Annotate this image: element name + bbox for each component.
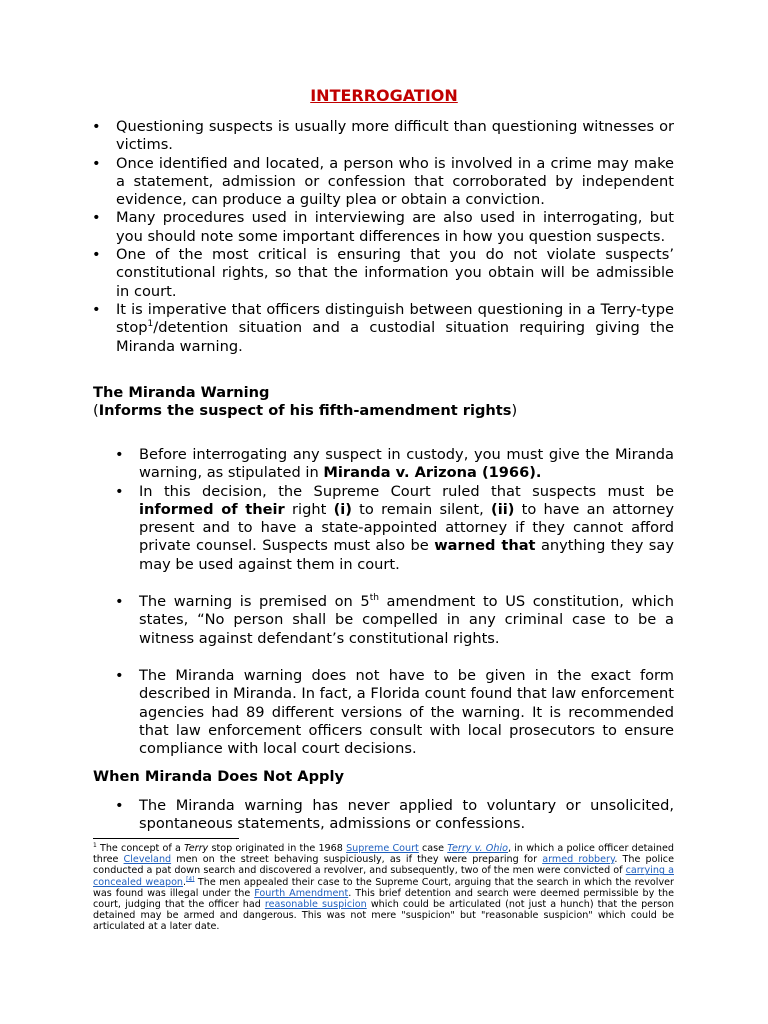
list-item: • The warning is premised on 5th amendment to US constitution, which states, “No person shall be compelled in any criminal case to be a witness against defendant’s constitutional rights.: [115, 593, 674, 647]
not-apply-heading: When Miranda Does Not Apply: [93, 768, 344, 785]
bullet-icon: •: [115, 667, 124, 684]
link-reference-4[interactable]: [4]: [186, 875, 195, 883]
footnote-separator: [93, 838, 239, 839]
bullet-icon: •: [115, 482, 124, 500]
list-item: • Many procedures used in interviewing are also used in interrogating, but you should note some important differences in how you question suspects.: [92, 209, 674, 245]
page-title: INTERROGATION: [310, 86, 458, 105]
list-item: • The Miranda warning has never applied to voluntary or unsolicited, spontaneous statements, admissions or confessions.: [115, 797, 674, 833]
miranda-bullet-list-3: [115, 667, 674, 758]
bullet-icon: •: [92, 209, 101, 227]
link-armed-robbery[interactable]: armed robbery: [542, 854, 615, 866]
bullet-icon: •: [115, 593, 124, 610]
footnote: $^1$ The concept of a Terry stop originated in the 1968 Supreme Court case Terry v. Ohio, in which a police officer detained three Cleveland men on the street behaving suspiciously, as if they were preparing for armed robbery. The police conducted a pat down search and discovered a revolver, and subsequently, two of the men were convicted of carrying a concealed weapon.[4] The men appealed their case to the Supreme Court, arguing that the search in which the revolver was found was illegal under the Fourth Amendment. This brief detention and search were deemed permissible by the court, judging that the officer had reasonable suspicion which could be articulated (not just a hunch) that the person detained may be armed and dangerous. This was not mere "suspicion" but "reasonable suspicion" which could be articulated at a later date.: [93, 841, 674, 933]
list-item: • Questioning suspects is usually more difficult than questioning witnesses or victims.: [92, 118, 674, 154]
bullet-icon: •: [92, 300, 101, 318]
link-terry-v-ohio[interactable]: Terry v. Ohio: [447, 843, 508, 854]
miranda-heading: The Miranda Warning (Informs the suspect of his fifth-amendment rights): [93, 384, 518, 419]
miranda-bullet-list: [115, 446, 674, 574]
list-item: • The Miranda warning does not have to be given in the exact form described in Miranda. In fact, a Florida count found that law enforcement agencies had 89 different versions of the warning. It is recommended that law enforcement officers consult with local prosecutors to ensure compliance with local court decisions.: [115, 667, 674, 758]
bullet-icon: •: [115, 446, 124, 463]
list-item: • One of the most critical is ensuring that you do not violate suspects’ constitutional rights, so that the information you obtain will be admissible in court.: [92, 246, 674, 300]
bullet-icon: •: [92, 154, 101, 172]
bullet-icon: •: [115, 797, 124, 814]
miranda-bullet-list-2: [115, 593, 674, 648]
not-apply-bullet-list: [115, 797, 674, 834]
link-concealed-weapon[interactable]: carrying a concealed weapon: [93, 865, 674, 888]
link-reasonable-suspicion[interactable]: reasonable suspicion: [264, 899, 367, 911]
footnote-number: 1: [93, 841, 97, 849]
link-fourth-amendment[interactable]: Fourth Amendment: [254, 887, 349, 899]
list-item-terry: • It is imperative that officers distinguish between questioning in a Terry-type stop$^1$/detention situation and a custodial situation requiring giving the Miranda warning.: [92, 300, 674, 355]
list-item: • Once identified and located, a person who is involved in a crime may make a statement, admission or confession that corroborated by independent evidence, can produce a guilty plea or obtain a conviction.: [92, 154, 674, 209]
bullet-icon: •: [92, 118, 101, 135]
bullet-icon: •: [92, 246, 101, 264]
footnote-reference[interactable]: 1: [147, 319, 154, 330]
list-item: • In this decision, the Supreme Court ruled that suspects must be informed of their right (i) to remain silent, (ii) to have an attorney present and to have a state-appointed attorney if they cannot afford private counsel. Suspects must also be warned that anything they say may be used against them in court.: [115, 482, 674, 573]
link-cleveland[interactable]: Cleveland: [123, 854, 172, 866]
link-supreme-court[interactable]: Supreme Court: [346, 843, 419, 854]
list-item: • Before interrogating any suspect in custody, you must give the Miranda warning, as stipulated in Miranda v. Arizona (1966).: [115, 446, 674, 482]
intro-bullet-list: [92, 118, 674, 356]
miranda-subheading: (Informs the suspect of his fifth-amendment rights): [93, 402, 518, 419]
